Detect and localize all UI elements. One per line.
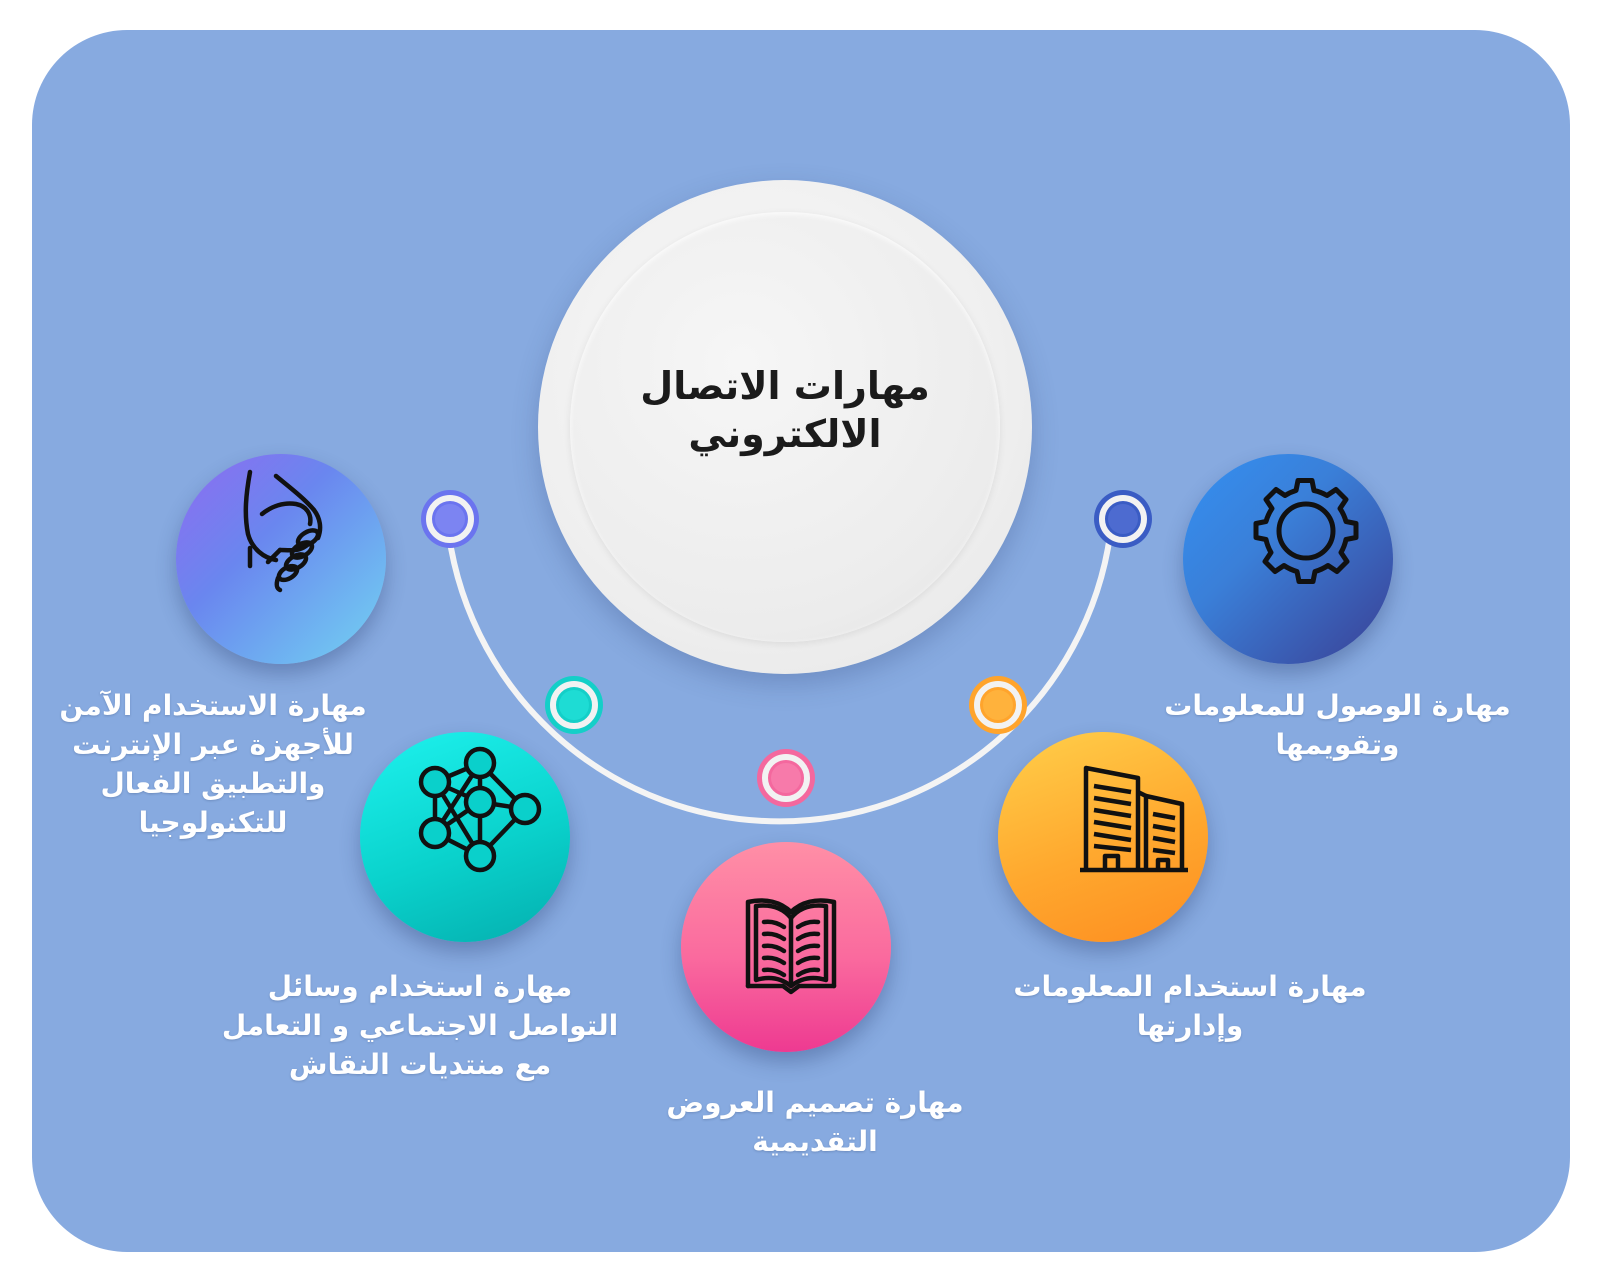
skill-label-buildings: مهارة استخدام المعلومات وإدارتها [1013,970,1367,1042]
skill-label-handshake: مهارة الاستخدام الآمن للأجهزة عبر الإنترنت والتطبيق الفعال للتكنولوجيا [59,689,367,839]
skill-node-network [360,732,570,942]
network-icon [360,732,570,942]
skill-node-handshake [176,454,386,664]
skill-node-gear [1183,454,1393,664]
skill-node-buildings [998,732,1208,942]
center-inner-circle [570,212,1000,642]
diagram-title: مهارات الاتصال الالكتروني [640,364,930,456]
handshake-icon [176,454,386,664]
center-circle [538,180,1032,674]
skill-node-book [681,842,891,1052]
connector-dot-gear [1094,490,1152,548]
book-icon [681,842,891,1052]
connector-dot-buildings [969,676,1027,734]
connector-dot-book [757,749,815,807]
gear-icon [1183,454,1393,664]
buildings-icon [998,732,1208,942]
connector-dot-network [545,676,603,734]
skill-label-gear: مهارة الوصول للمعلومات وتقويمها [1164,689,1511,761]
skill-label-network: مهارة استخدام وسائل التواصل الاجتماعي و التعامل مع منتديات النقاش [221,970,619,1081]
skill-label-book: مهارة تصميم العروض التقديمية [666,1086,964,1158]
connector-dot-handshake [421,490,479,548]
